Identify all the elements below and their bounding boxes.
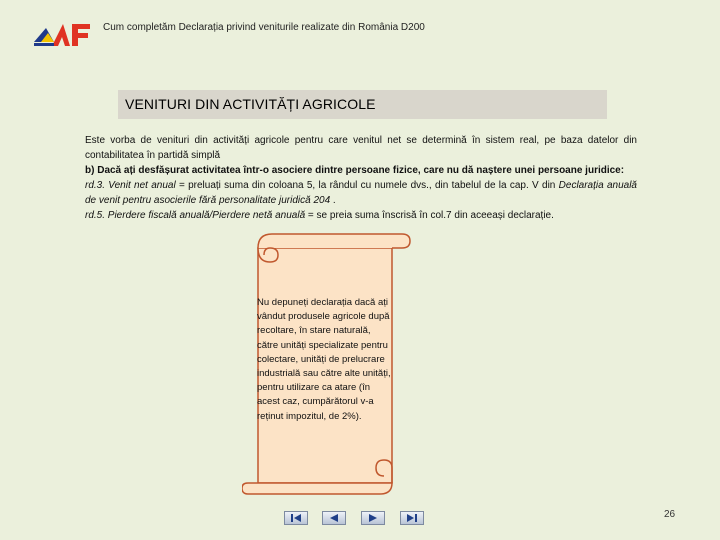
next-slide-button[interactable] xyxy=(361,511,385,525)
paragraph-rd3 xyxy=(85,178,637,208)
rd3-end: . xyxy=(330,195,336,206)
last-slide-button[interactable] xyxy=(400,511,424,525)
next-slide-icon xyxy=(366,513,380,523)
rd5-label: rd.5. Pierdere fiscală anuală/Pierdere netă anuală xyxy=(85,210,306,221)
previous-slide-icon xyxy=(327,513,341,523)
previous-slide-button[interactable] xyxy=(322,511,346,525)
section-title: VENITURI DIN ACTIVITĂȚI AGRICOLE xyxy=(125,96,376,112)
page-number: 26 xyxy=(664,509,676,520)
paragraph-intro: Este vorba de venituri din activități agricole pentru care venitul net se determină în sistem real, pe baza datelor din contabilitatea în partidă simplă xyxy=(85,135,637,161)
anaf-logo-icon xyxy=(32,20,94,48)
rd3-text: = preluați suma din coloana 5, la rândul cu numele dvs., din tabelul de la cap. V din xyxy=(175,180,559,191)
rd5-text: = se preia suma înscrisă în col.7 din aceeași declarație. xyxy=(305,210,554,221)
rd3-label: rd.3. Venit net anual xyxy=(85,180,176,191)
paragraph-association xyxy=(85,163,637,178)
first-slide-icon xyxy=(289,513,303,523)
body-text xyxy=(85,133,637,223)
first-slide-button[interactable] xyxy=(284,511,308,525)
paragraph-rd5 xyxy=(85,208,637,223)
scroll-note-text: Nu depuneți declarația dacă ați vândut produsele agricole după recoltare, în stare naturală, către unități specializate pentru colectare, unități de prelucrare industrială sau către alte unități, pentru utilizare ca atare (în acest caz, cumpărătorul v-a reținut impozitul, de 2%). xyxy=(257,297,391,422)
presentation-title: Cum completăm Declarația privind veniturile realizate din România D200 xyxy=(103,22,425,33)
paragraph-association-text: b) Dacă ați desfășurat activitatea într-o asociere dintre persoane fizice, care nu dă naștere unei persoane juridice: xyxy=(85,165,625,176)
rd3-declaration: Declarația anuală de venit pentru asocierile fără personalitate juridică 204 xyxy=(85,180,637,206)
last-slide-icon xyxy=(405,513,419,523)
section-title-box xyxy=(118,90,607,119)
